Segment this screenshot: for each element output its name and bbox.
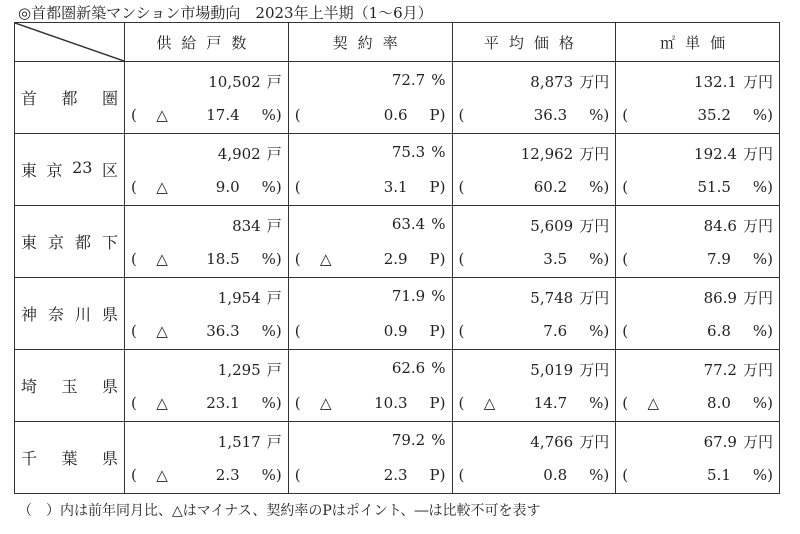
- table-row: [15, 62, 780, 134]
- header-supply: [125, 23, 289, 62]
- open-paren: (: [131, 394, 137, 412]
- change-unit: %): [589, 178, 610, 196]
- unit: 万円: [742, 217, 773, 235]
- data-cell: [616, 62, 780, 134]
- open-paren: (: [458, 466, 465, 484]
- minus-triangle: [479, 466, 501, 484]
- data-cell: [616, 422, 780, 494]
- value: 77.2: [703, 361, 737, 379]
- change-unit: %): [589, 466, 610, 484]
- open-paren: (: [458, 322, 465, 340]
- data-cell: [452, 134, 616, 206]
- minus-triangle: [479, 106, 501, 124]
- open-paren: (: [294, 322, 301, 340]
- unit: %: [431, 215, 446, 233]
- minus-triangle: △: [319, 250, 332, 268]
- unit: 万円: [742, 289, 773, 307]
- data-cell: [616, 206, 780, 278]
- value: 84.6: [703, 217, 737, 235]
- change-unit: %): [752, 466, 773, 484]
- change-value: 35.2: [697, 106, 731, 124]
- change-unit: %): [261, 466, 282, 484]
- change-unit: P): [429, 250, 446, 268]
- change-value: 3.5: [543, 250, 568, 268]
- unit: 戸: [266, 73, 282, 91]
- change-value: 2.3: [383, 466, 408, 484]
- value: 63.4: [391, 215, 426, 233]
- change-value: 51.5: [697, 178, 731, 196]
- open-paren: (: [622, 250, 629, 268]
- minus-triangle: △: [156, 394, 168, 412]
- unit: 万円: [742, 145, 773, 163]
- row-label-cell: [15, 62, 125, 134]
- change-value: 23.1: [206, 394, 240, 412]
- data-cell: [452, 62, 616, 134]
- change-value: 6.8: [707, 322, 731, 340]
- value: 8,873: [530, 73, 574, 91]
- change-unit: P): [429, 106, 446, 124]
- row-label-cell: [15, 422, 125, 494]
- unit: 万円: [579, 145, 610, 163]
- change-value: 36.3: [533, 106, 568, 124]
- table-row: [15, 206, 780, 278]
- minus-triangle: [642, 178, 664, 196]
- data-cell: [616, 278, 780, 350]
- change-value: 10.3: [374, 394, 408, 412]
- minus-triangle: △: [156, 322, 168, 340]
- unit: 万円: [579, 289, 610, 307]
- value: 1,954: [217, 289, 261, 307]
- value: 4,902: [217, 145, 261, 163]
- header-label: 供給戸数: [156, 33, 257, 52]
- value: 72.7: [391, 71, 426, 89]
- unit: 戸: [266, 361, 282, 379]
- value: 834: [232, 217, 261, 235]
- change-unit: %): [261, 178, 282, 196]
- change-value: 2.3: [215, 466, 240, 484]
- open-paren: (: [131, 250, 137, 268]
- change-unit: P): [429, 466, 446, 484]
- minus-triangle: [479, 250, 501, 268]
- header-label: ㎡単価: [660, 33, 736, 52]
- change-value: 8.0: [707, 394, 731, 412]
- header-label: 平均価格: [483, 33, 584, 52]
- change-unit: %): [752, 394, 773, 412]
- value: 79.2: [391, 431, 426, 449]
- open-paren: (: [458, 394, 465, 412]
- change-unit: %): [752, 322, 773, 340]
- change-unit: %): [752, 250, 773, 268]
- data-cell: [452, 350, 616, 422]
- unit: 万円: [579, 433, 610, 451]
- change-value: 7.9: [707, 250, 731, 268]
- row-label-cell: [15, 134, 125, 206]
- unit: 戸: [266, 145, 282, 163]
- region-label: 首 都 圏: [21, 89, 118, 108]
- minus-triangle: [642, 106, 664, 124]
- open-paren: (: [131, 322, 137, 340]
- minus-triangle: [315, 178, 337, 196]
- open-paren: (: [622, 394, 629, 412]
- change-value: 0.6: [383, 106, 408, 124]
- unit: 万円: [742, 361, 773, 379]
- row-label-cell: [15, 350, 125, 422]
- unit: %: [431, 287, 446, 305]
- unit: %: [431, 359, 446, 377]
- change-value: 9.0: [215, 178, 240, 196]
- open-paren: (: [622, 322, 629, 340]
- data-cell: [288, 206, 452, 278]
- open-paren: (: [294, 394, 301, 412]
- header-row: [15, 23, 780, 62]
- row-label-cell: [15, 278, 125, 350]
- change-unit: %): [589, 106, 610, 124]
- open-paren: (: [294, 466, 301, 484]
- value: 5,019: [530, 361, 574, 379]
- minus-triangle: [479, 178, 501, 196]
- open-paren: (: [131, 466, 137, 484]
- value: 67.9: [703, 433, 737, 451]
- value: 86.9: [703, 289, 737, 307]
- change-unit: %): [752, 178, 773, 196]
- change-value: 3.1: [383, 178, 408, 196]
- minus-triangle: [642, 322, 664, 340]
- data-cell: [125, 278, 289, 350]
- unit: %: [431, 431, 446, 449]
- minus-triangle: [315, 466, 337, 484]
- open-paren: (: [294, 178, 301, 196]
- minus-triangle: [642, 466, 664, 484]
- data-cell: [288, 134, 452, 206]
- change-value: 60.2: [533, 178, 568, 196]
- data-cell: [452, 206, 616, 278]
- value: 75.3: [391, 143, 426, 161]
- change-value: 17.4: [206, 106, 240, 124]
- data-cell: [125, 134, 289, 206]
- change-value: 2.9: [383, 250, 408, 268]
- row-label-cell: [15, 206, 125, 278]
- open-paren: (: [622, 466, 629, 484]
- value: 4,766: [530, 433, 574, 451]
- unit: %: [431, 143, 446, 161]
- unit: 万円: [579, 217, 610, 235]
- unit: 戸: [266, 217, 282, 235]
- value: 12,962: [520, 145, 574, 163]
- region-label: 埼 玉 県: [21, 377, 118, 396]
- header-unit-price: [616, 23, 780, 62]
- data-cell: [616, 350, 780, 422]
- minus-triangle: △: [647, 394, 660, 412]
- unit: 戸: [266, 289, 282, 307]
- minus-triangle: △: [156, 106, 168, 124]
- change-value: 36.3: [206, 322, 240, 340]
- change-unit: %): [589, 394, 610, 412]
- minus-triangle: △: [483, 394, 496, 412]
- minus-triangle: [315, 106, 337, 124]
- open-paren: (: [131, 106, 137, 124]
- value: 62.6: [391, 359, 426, 377]
- value: 5,748: [530, 289, 574, 307]
- corner-cell: [15, 23, 125, 62]
- change-unit: %): [261, 394, 282, 412]
- change-value: 7.6: [543, 322, 568, 340]
- minus-triangle: [479, 322, 501, 340]
- value: 1,517: [217, 433, 261, 451]
- unit: %: [431, 71, 446, 89]
- open-paren: (: [458, 106, 465, 124]
- data-cell: [288, 278, 452, 350]
- unit: 万円: [742, 433, 773, 451]
- minus-triangle: △: [156, 250, 168, 268]
- header-contract-rate: [288, 23, 452, 62]
- change-value: 14.7: [533, 394, 568, 412]
- diagonal-line-icon: [15, 23, 124, 61]
- unit: 戸: [266, 433, 282, 451]
- open-paren: (: [131, 178, 137, 196]
- change-value: 18.5: [206, 250, 240, 268]
- table-row: [15, 422, 780, 494]
- value: 71.9: [391, 287, 426, 305]
- table-row: [15, 350, 780, 422]
- change-unit: P): [429, 322, 446, 340]
- open-paren: (: [294, 250, 301, 268]
- value: 1,295: [217, 361, 261, 379]
- change-unit: %): [261, 322, 282, 340]
- change-unit: %): [589, 322, 610, 340]
- change-unit: %): [752, 106, 773, 124]
- region-label: 神 奈 川 県: [21, 305, 118, 324]
- minus-triangle: [642, 250, 664, 268]
- footnote: （ ）内は前年同月比、△はマイナス、契約率のPはポイント、―は比較不可を表す: [18, 503, 541, 519]
- data-cell: [288, 422, 452, 494]
- change-value: 0.8: [543, 466, 568, 484]
- minus-triangle: △: [156, 178, 168, 196]
- value: 10,502: [208, 73, 261, 91]
- open-paren: (: [294, 106, 301, 124]
- change-value: 0.9: [383, 322, 408, 340]
- open-paren: (: [458, 250, 465, 268]
- value: 5,609: [530, 217, 574, 235]
- region-label: 千 葉 県: [21, 449, 118, 468]
- data-cell: [125, 206, 289, 278]
- open-paren: (: [622, 178, 629, 196]
- unit: 万円: [579, 361, 610, 379]
- region-label: 東 京 都 下: [21, 233, 118, 252]
- header-label: 契約率: [332, 33, 408, 52]
- table-row: [15, 278, 780, 350]
- open-paren: (: [458, 178, 465, 196]
- market-trend-table: [14, 22, 780, 494]
- data-cell: [125, 62, 289, 134]
- value: 132.1: [694, 73, 737, 91]
- open-paren: (: [622, 106, 629, 124]
- change-unit: %): [589, 250, 610, 268]
- change-unit: %): [261, 250, 282, 268]
- table-title: ◎首都圏新築マンション市場動向 2023年上半期（1～6月）: [18, 4, 433, 22]
- unit: 万円: [579, 73, 610, 91]
- data-cell: [125, 350, 289, 422]
- minus-triangle: △: [156, 466, 168, 484]
- data-cell: [452, 422, 616, 494]
- minus-triangle: △: [319, 394, 332, 412]
- change-value: 5.1: [707, 466, 731, 484]
- region-label: 東 京 23 区: [21, 158, 118, 180]
- table-row: [15, 134, 780, 206]
- data-cell: [616, 134, 780, 206]
- data-cell: [288, 350, 452, 422]
- data-cell: [452, 278, 616, 350]
- change-unit: P): [429, 178, 446, 196]
- data-cell: [288, 62, 452, 134]
- change-unit: P): [429, 394, 446, 412]
- data-cell: [125, 422, 289, 494]
- unit: 万円: [742, 73, 773, 91]
- value: 192.4: [694, 145, 737, 163]
- change-unit: %): [261, 106, 282, 124]
- minus-triangle: [315, 322, 337, 340]
- header-avg-price: [452, 23, 616, 62]
